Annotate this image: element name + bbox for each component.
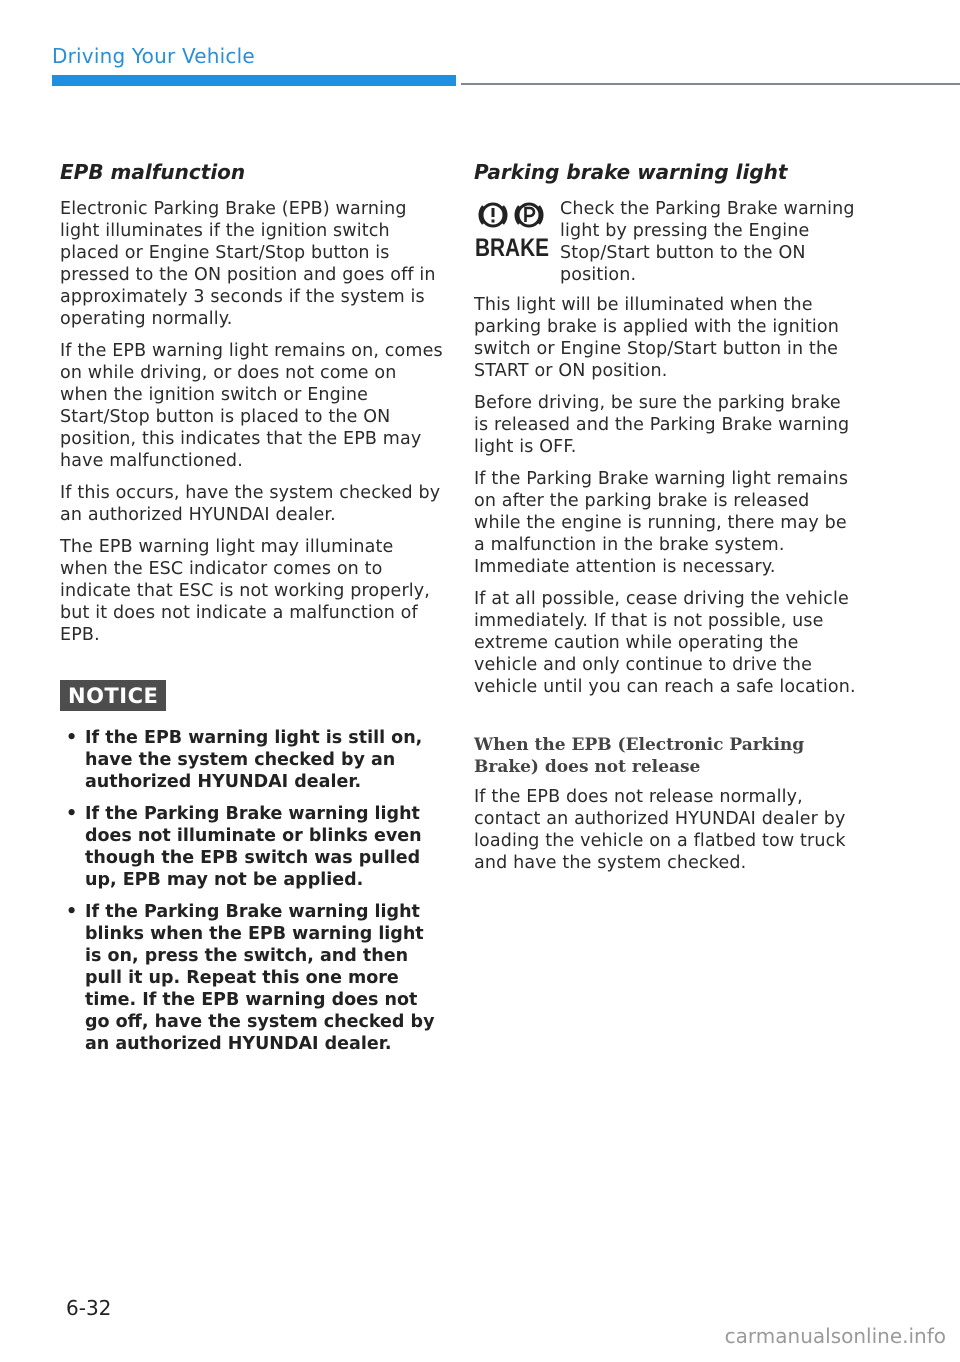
paragraph: If at all possible, cease driving the vehicle immediately. If that is not possible, use extreme caution while operating the vehicle and only continue to drive the vehicle until you can reach a safe location. — [474, 589, 856, 697]
paragraph: Before driving, be sure the parking brake is released and the Parking Brake warning light is OFF. — [474, 393, 850, 457]
bullet: • — [66, 804, 78, 824]
paragraph: If the EPB does not release normally, contact an authorized HYUNDAI dealer by loading the vehicle on a flatbed tow truck and have the system checked. — [474, 787, 846, 873]
notice-list — [60, 727, 444, 1055]
notice-item — [60, 901, 444, 1055]
icon-block — [474, 198, 858, 286]
notice-item-text: If the EPB warning light is still on, have the system checked by an authorized HYUNDAI dealer. — [85, 728, 423, 792]
paragraph: This light will be illuminated when the parking brake is applied with the ignition switch or Engine Stop/Start button in the START or ON position. — [474, 295, 840, 381]
notice-item-text: If the Parking Brake warning light blinks when the EPB warning light is on, press the switch, and then pull it up. Repeat this one more time. If the EPB warning does not go off, have the system checked by an authorized HYUNDAI dealer. — [85, 902, 435, 1054]
header-rule — [461, 83, 960, 85]
bullet: • — [66, 902, 78, 922]
brake-warning-icon — [474, 200, 550, 260]
right-column — [474, 158, 858, 884]
paragraph: If the Parking Brake warning light remains on after the parking brake is released while the engine is running, there may be a malfunction in the brake system. Immediate attention is necessary. — [474, 469, 849, 577]
section-title: Driving Your Vehicle — [52, 44, 255, 68]
epb-release-subheading: When the EPB (Electronic Parking Brake) does not release — [474, 735, 805, 777]
paragraph: If this occurs, have the system checked by an authorized HYUNDAI dealer. — [60, 483, 441, 525]
watermark: carmanualsonline.info — [724, 1324, 946, 1348]
paragraph: Electronic Parking Brake (EPB) warning light illuminates if the ignition switch placed or Engine Start/Stop button is pressed to the ON position and goes off in approximately 3 seconds if the system is operating normally. — [60, 199, 436, 329]
brake-icon-label: BRAKE — [475, 234, 549, 262]
notice-badge: NOTICE — [60, 680, 166, 711]
notice-item — [60, 727, 444, 793]
paragraph: If the EPB warning light remains on, comes on while driving, or does not come on when the ignition switch or Engine Start/Stop button is placed to the ON position, this indicates that the EPB may have malfunctioned. — [60, 341, 443, 471]
epb-malfunction-heading: EPB malfunction — [60, 160, 246, 184]
left-column — [60, 158, 444, 1065]
header-rule-accent — [52, 75, 456, 86]
bullet: • — [66, 728, 78, 748]
notice-item — [60, 803, 444, 891]
parking-brake-heading: Parking brake warning light — [474, 160, 788, 184]
paragraph: The EPB warning light may illuminate when the ESC indicator comes on to indicate that ESC is not working properly, but it does not indicate a malfunction of EPB. — [60, 537, 431, 645]
icon-description: Check the Parking Brake warning light by pressing the Engine Stop/Start button to the ON position. — [560, 199, 855, 285]
page-number: 6-32 — [66, 1296, 112, 1320]
notice-item-text: If the Parking Brake warning light does not illuminate or blinks even though the EPB switch was pulled up, EPB may not be applied. — [85, 804, 422, 890]
